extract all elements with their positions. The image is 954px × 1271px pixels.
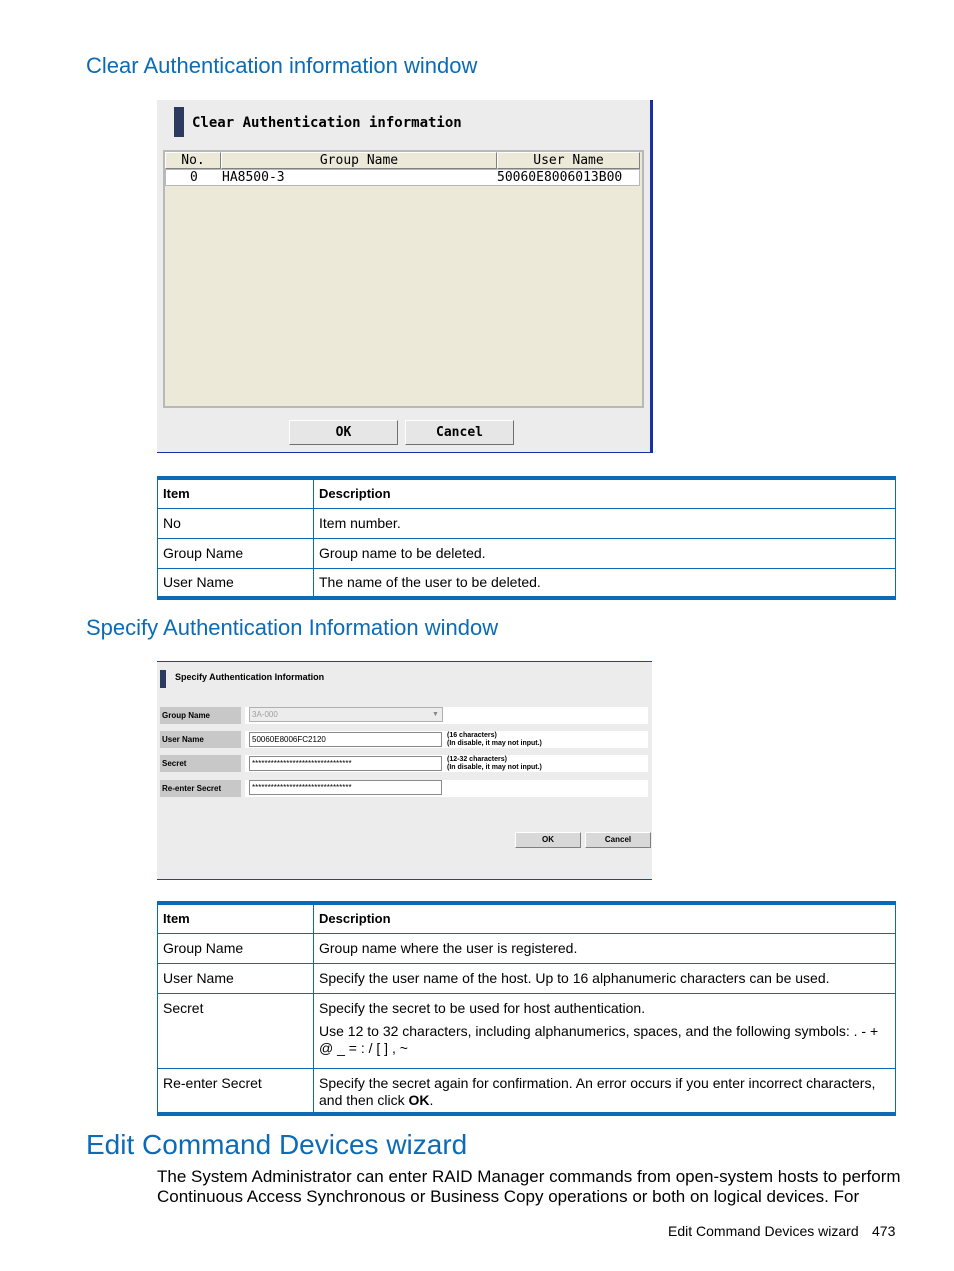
- cancel-button[interactable]: Cancel: [405, 420, 514, 445]
- specify-auth-window-screenshot: [157, 661, 652, 880]
- specify-auth-description-table: [157, 901, 896, 1116]
- ok-emphasis: OK: [408, 1091, 430, 1108]
- item-cell: Group Name: [158, 538, 314, 568]
- item-cell: User Name: [158, 963, 314, 993]
- secret-rules: Use 12 to 32 characters, including alphanumerics, spaces, and the following symbols: . - + @ _ = : / [ ] , ~: [319, 1022, 879, 1056]
- description-cell: Group name to be deleted.: [314, 538, 896, 568]
- secret-hint-length: (12-32 characters): [447, 756, 507, 763]
- chevron-down-icon[interactable]: ▼: [432, 711, 439, 718]
- row-no: 0: [190, 170, 198, 185]
- group-name-label: Group Name: [160, 707, 241, 724]
- table-header-description: Description: [314, 903, 896, 933]
- item-cell: Re-enter Secret: [158, 1068, 314, 1114]
- row-group-name: HA8500-3: [222, 170, 285, 185]
- body-paragraph: The System Administrator can enter RAID Manager commands from open-system hosts to perform Continuous Access Synchronous or Business Copy operations or both on logical devices. For: [157, 1167, 901, 1206]
- cancel-button[interactable]: Cancel: [585, 832, 651, 848]
- section-heading-specify-auth: Specify Authentication Information window: [86, 615, 499, 640]
- user-name-hint-disabled: (In disable, it may not input.): [447, 740, 542, 747]
- table-row: [158, 963, 896, 993]
- row-user-name: 50060E8006013B00: [497, 170, 623, 185]
- ok-button[interactable]: OK: [515, 832, 581, 848]
- section-heading-edit-command-devices: Edit Command Devices wizard: [86, 1129, 468, 1160]
- reenter-secret-input[interactable]: ********************************: [249, 780, 442, 795]
- ok-button[interactable]: OK: [289, 420, 398, 445]
- footer-title: Edit Command Devices wizard: [668, 1223, 859, 1239]
- reenter-secret-label: Re-enter Secret: [160, 780, 241, 797]
- reenter-description: Specify the secret again for confirmation. An error occurs if you enter incorrect characters, and then click: [319, 1074, 876, 1108]
- table-row: [158, 508, 896, 538]
- item-cell: Secret: [158, 993, 314, 1068]
- group-name-select[interactable]: [249, 707, 443, 722]
- secret-input[interactable]: ********************************: [249, 756, 442, 771]
- window-title: Specify Authentication Information: [175, 672, 325, 682]
- description-cell: The name of the user to be deleted.: [314, 568, 896, 598]
- clear-auth-window-screenshot: [157, 100, 653, 453]
- auth-list: [163, 150, 644, 408]
- table-row[interactable]: [165, 169, 640, 186]
- table-row: [158, 1068, 896, 1114]
- description-cell: Group name where the user is registered.: [314, 933, 896, 963]
- description-cell: [314, 1068, 896, 1114]
- item-cell: No: [158, 508, 314, 538]
- description-cell: Specify the user name of the host. Up to 16 alphanumeric characters can be used.: [314, 963, 896, 993]
- section-heading-clear-auth: Clear Authentication information window: [86, 53, 478, 78]
- table-header-description: Description: [314, 478, 896, 508]
- group-name-value: 3A-000: [252, 710, 278, 719]
- item-cell: Group Name: [158, 933, 314, 963]
- table-row: [158, 568, 896, 598]
- description-cell: Item number.: [314, 508, 896, 538]
- table-header-item: Item: [158, 903, 314, 933]
- description-cell: [314, 993, 896, 1068]
- column-header-user-name[interactable]: User Name: [497, 152, 640, 169]
- user-name-label: User Name: [160, 731, 241, 748]
- reenter-description-end: .: [429, 1091, 434, 1108]
- secret-description: Specify the secret to be used for host authentication.: [319, 999, 646, 1016]
- user-name-input[interactable]: 50060E8006FC2120: [249, 732, 442, 747]
- item-cell: User Name: [158, 568, 314, 598]
- user-name-hint-length: (16 characters): [447, 732, 497, 739]
- column-header-no[interactable]: No.: [165, 152, 221, 169]
- title-marker: [174, 107, 184, 137]
- clear-auth-description-table: [157, 476, 896, 600]
- column-header-group-name[interactable]: Group Name: [221, 152, 497, 169]
- title-marker: [160, 670, 166, 688]
- table-row: [158, 538, 896, 568]
- table-header-item: Item: [158, 478, 314, 508]
- window-title: Clear Authentication information: [192, 115, 462, 131]
- table-row: [158, 933, 896, 963]
- secret-label: Secret: [160, 755, 241, 772]
- secret-hint-disabled: (In disable, it may not input.): [447, 764, 542, 771]
- page-number: 473: [872, 1223, 896, 1239]
- table-row: [158, 993, 896, 1068]
